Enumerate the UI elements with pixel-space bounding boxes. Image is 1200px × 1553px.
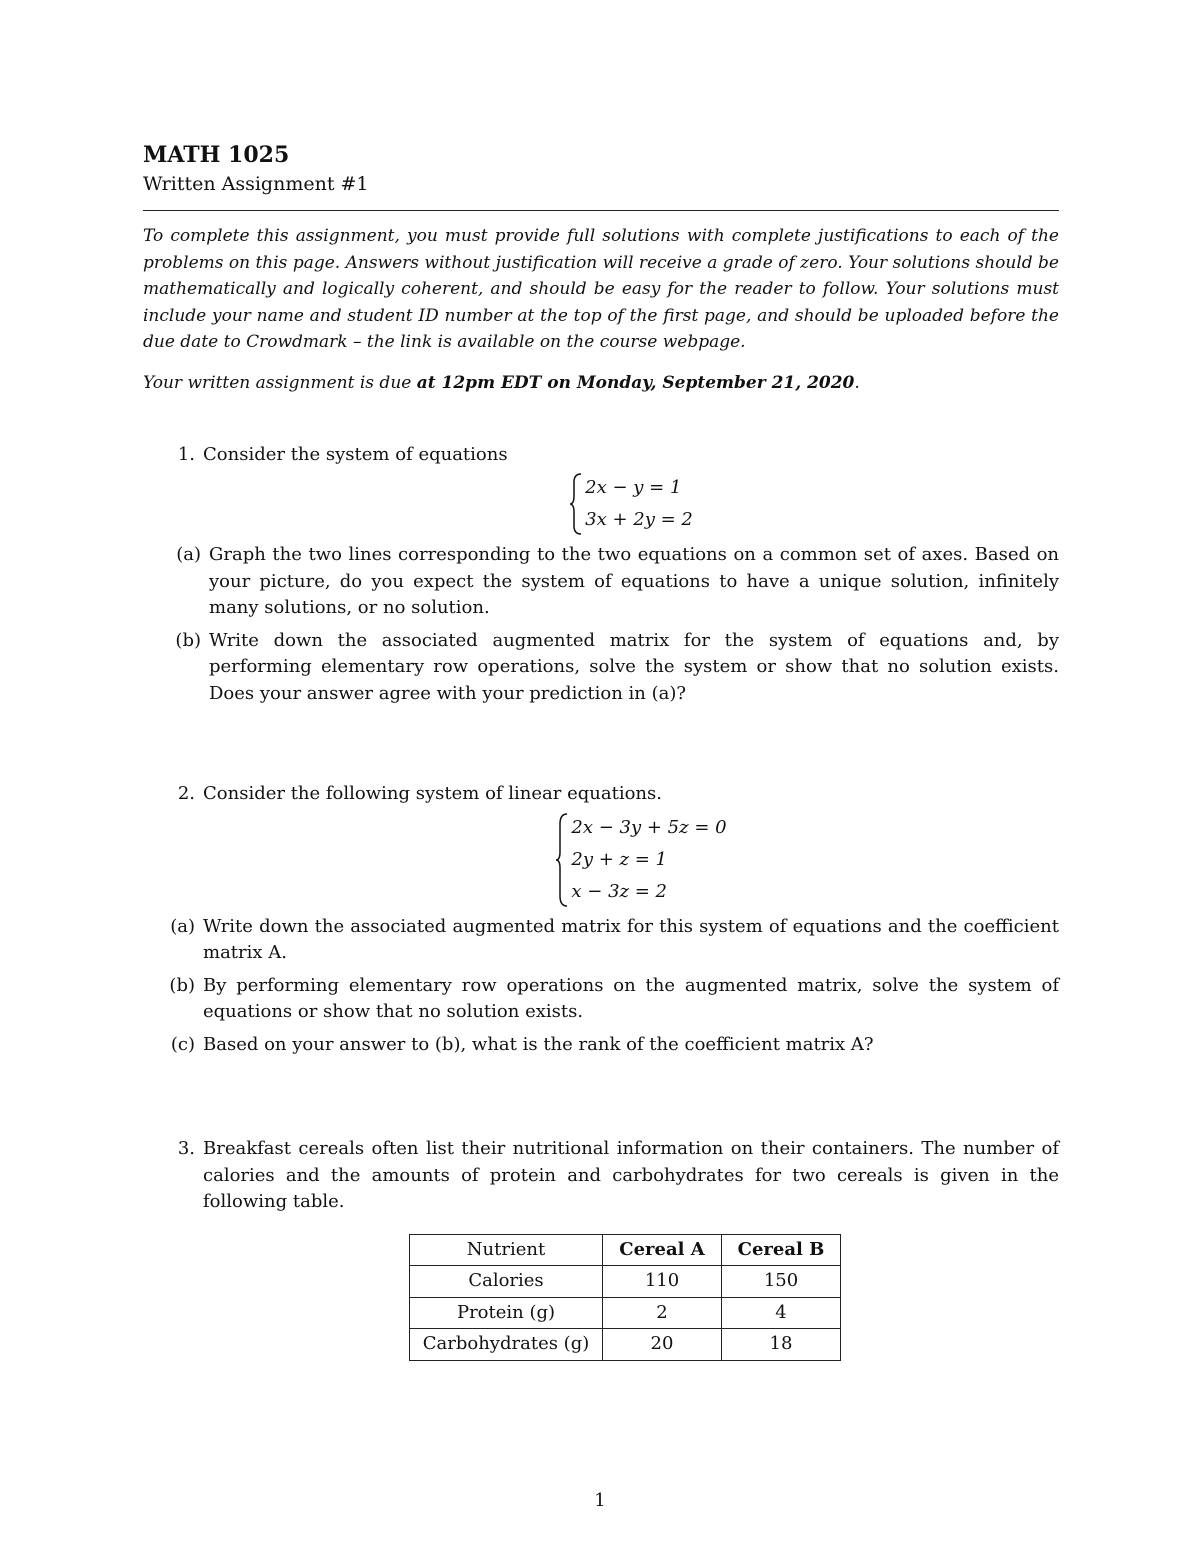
- table-row: [410, 1297, 841, 1329]
- equation: 2x − 3y + 5z = 0: [571, 816, 727, 838]
- part-label: (a): [176, 544, 201, 566]
- left-brace-icon: [569, 472, 583, 536]
- table-cell: 4: [722, 1297, 841, 1329]
- left-brace-icon: [555, 812, 569, 908]
- problem-part: [95, 914, 1059, 967]
- assignment-subtitle: Written Assignment #1: [143, 173, 369, 195]
- table-cell: 18: [722, 1329, 841, 1361]
- problem-part: [95, 973, 1059, 1026]
- problem-part: [101, 542, 1059, 622]
- table-header-row: [410, 1234, 841, 1266]
- part-text: Write down the associated augmented matrix for the system of equations and, by performing elementary row operations, solve the system or show that no solution exists. Does your answer agree with your prediction in (a)?: [209, 629, 1059, 704]
- part-label: (b): [169, 974, 195, 996]
- problem-text: Consider the system of equations: [203, 443, 508, 465]
- problem-2: [143, 781, 1059, 1058]
- page-number: 1: [594, 1490, 606, 1511]
- problem-part: [95, 1032, 1059, 1059]
- table-row: [410, 1266, 841, 1298]
- problem-number: 2.: [177, 783, 195, 805]
- table-cell: 20: [603, 1329, 722, 1361]
- problem-number: 3.: [177, 1138, 195, 1160]
- table-header: Cereal A: [603, 1234, 722, 1266]
- equation-system: [203, 472, 1059, 536]
- due-suffix: .: [854, 372, 860, 393]
- part-label: (c): [170, 1033, 195, 1055]
- part-text: Graph the two lines corresponding to the two equations on a common set of axes. Based on your picture, do you expect the system of equations to have a unique solution, infinitely many solutions, or no solution.: [209, 544, 1059, 619]
- table-row: [410, 1329, 841, 1361]
- part-text: Write down the associated augmented matrix for this system of equations and the coefficient matrix A.: [203, 915, 1059, 964]
- nutrition-table: [409, 1234, 841, 1361]
- table-cell: 2: [603, 1297, 722, 1329]
- instructions-paragraph: To complete this assignment, you must provide full solutions with complete justifications to each of the problems on this page. Answers without justification will receive a grade of zero. Your solutions should be mathematically and logically coherent, and should be easy for the reader to follow. Your solutions must include your name and student ID number at the top of the first page, and should be uploaded before the due date to Crowdmark – the link is available on the course webpage.: [143, 226, 1059, 353]
- course-title: MATH 1025: [143, 142, 290, 168]
- table-cell: Carbohydrates (g): [410, 1329, 603, 1361]
- table-cell: 110: [603, 1266, 722, 1298]
- equation: x − 3z = 2: [571, 880, 667, 902]
- due-deadline: at 12pm EDT on Monday, September 21, 2020: [416, 372, 855, 393]
- table-header: Nutrient: [410, 1234, 603, 1266]
- equation-system: [223, 812, 1059, 908]
- table-header: Cereal B: [722, 1234, 841, 1266]
- part-label: (b): [175, 629, 201, 651]
- problem-part: [101, 628, 1059, 708]
- part-text: Based on your answer to (b), what is the rank of the coefficient matrix A?: [203, 1033, 874, 1055]
- problem-text: Breakfast cereals often list their nutritional information on their containers. The number of calories and the amounts of protein and carbohydrates for two cereals is given in the following table.: [203, 1138, 1059, 1213]
- equation: 2y + z = 1: [571, 848, 667, 870]
- due-date-line: [143, 370, 1059, 396]
- table-cell: Protein (g): [410, 1297, 603, 1329]
- assignment-page: [143, 140, 1059, 1361]
- part-label: (a): [170, 915, 195, 937]
- problem-text: Consider the following system of linear equations.: [203, 783, 662, 805]
- problem-3: [143, 1136, 1059, 1361]
- problem-1: [143, 442, 1059, 708]
- equation: 3x + 2y = 2: [585, 509, 693, 531]
- due-prefix: Your written assignment is due: [143, 372, 417, 393]
- equation: 2x − y = 1: [585, 477, 682, 499]
- part-text: By performing elementary row operations on the augmented matrix, solve the system of equations or show that no solution exists.: [203, 974, 1059, 1023]
- header-divider: [143, 210, 1059, 211]
- problem-number: 1.: [177, 443, 195, 465]
- table-cell: 150: [722, 1266, 841, 1298]
- table-cell: Calories: [410, 1266, 603, 1298]
